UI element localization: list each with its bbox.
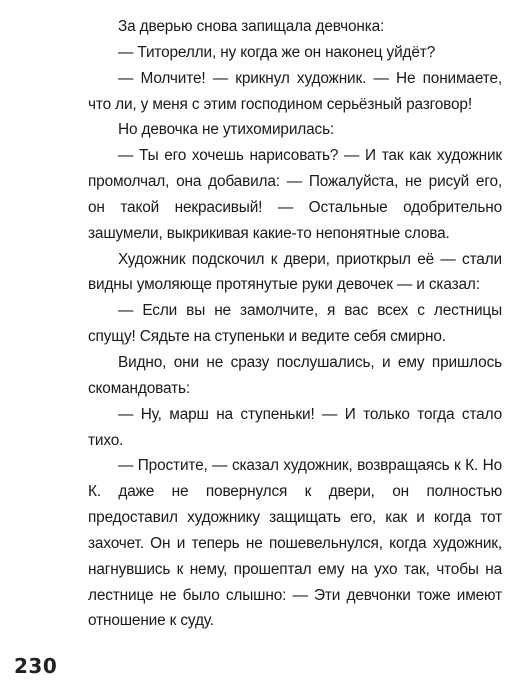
paragraph: — Ну, марш на ступеньки! — И только тогда стало тихо. <box>88 405 502 449</box>
paragraph: — Простите, — сказал художник, возвращаясь к К. Но К. даже не повернулся к двери, он полностью предоставил художнику защищать его, как и когда тот захочет. Он и теперь не пошевельнулся, когда художник, нагнувшись к нему, прошептал ему на ухо так, чтобы на лестнице не было слышно: — Эти девчонки тоже имеют отношение к суду. <box>88 457 502 630</box>
paragraph: — Молчите! — крикнул художник. — Не понимаете, что ли, у меня с этим господином серьёзный разговор! <box>88 69 502 113</box>
paragraph: За дверью снова запищала девчонка: <box>118 18 385 35</box>
page-text <box>88 14 502 634</box>
paragraph: — Ты его хочешь нарисовать? — И так как художник промолчал, она добавила: — Пожалуйста, не рисуй его, он такой некрасивый! — Остальные одобрительно зашумели, выкрикивая какие-то непонятные слова. <box>88 147 502 242</box>
paragraph: Видно, они не сразу послушались, и ему пришлось скомандовать: <box>88 353 502 397</box>
paragraph: Но девочка не утихомирилась: <box>118 121 335 139</box>
page-number: 230 <box>14 654 58 678</box>
paragraph: — Если вы не замолчите, я вас всех с лестницы спущу! Сядьте на ступеньки и ведите себя смирно. <box>88 302 502 346</box>
paragraph: Художник подскочил к двери, приоткрыл её — стали видны умоляюще протянутые руки девочек — и сказал: <box>88 250 502 294</box>
paragraph: — Титорелли, ну когда же он наконец уйдёт? <box>118 43 436 61</box>
